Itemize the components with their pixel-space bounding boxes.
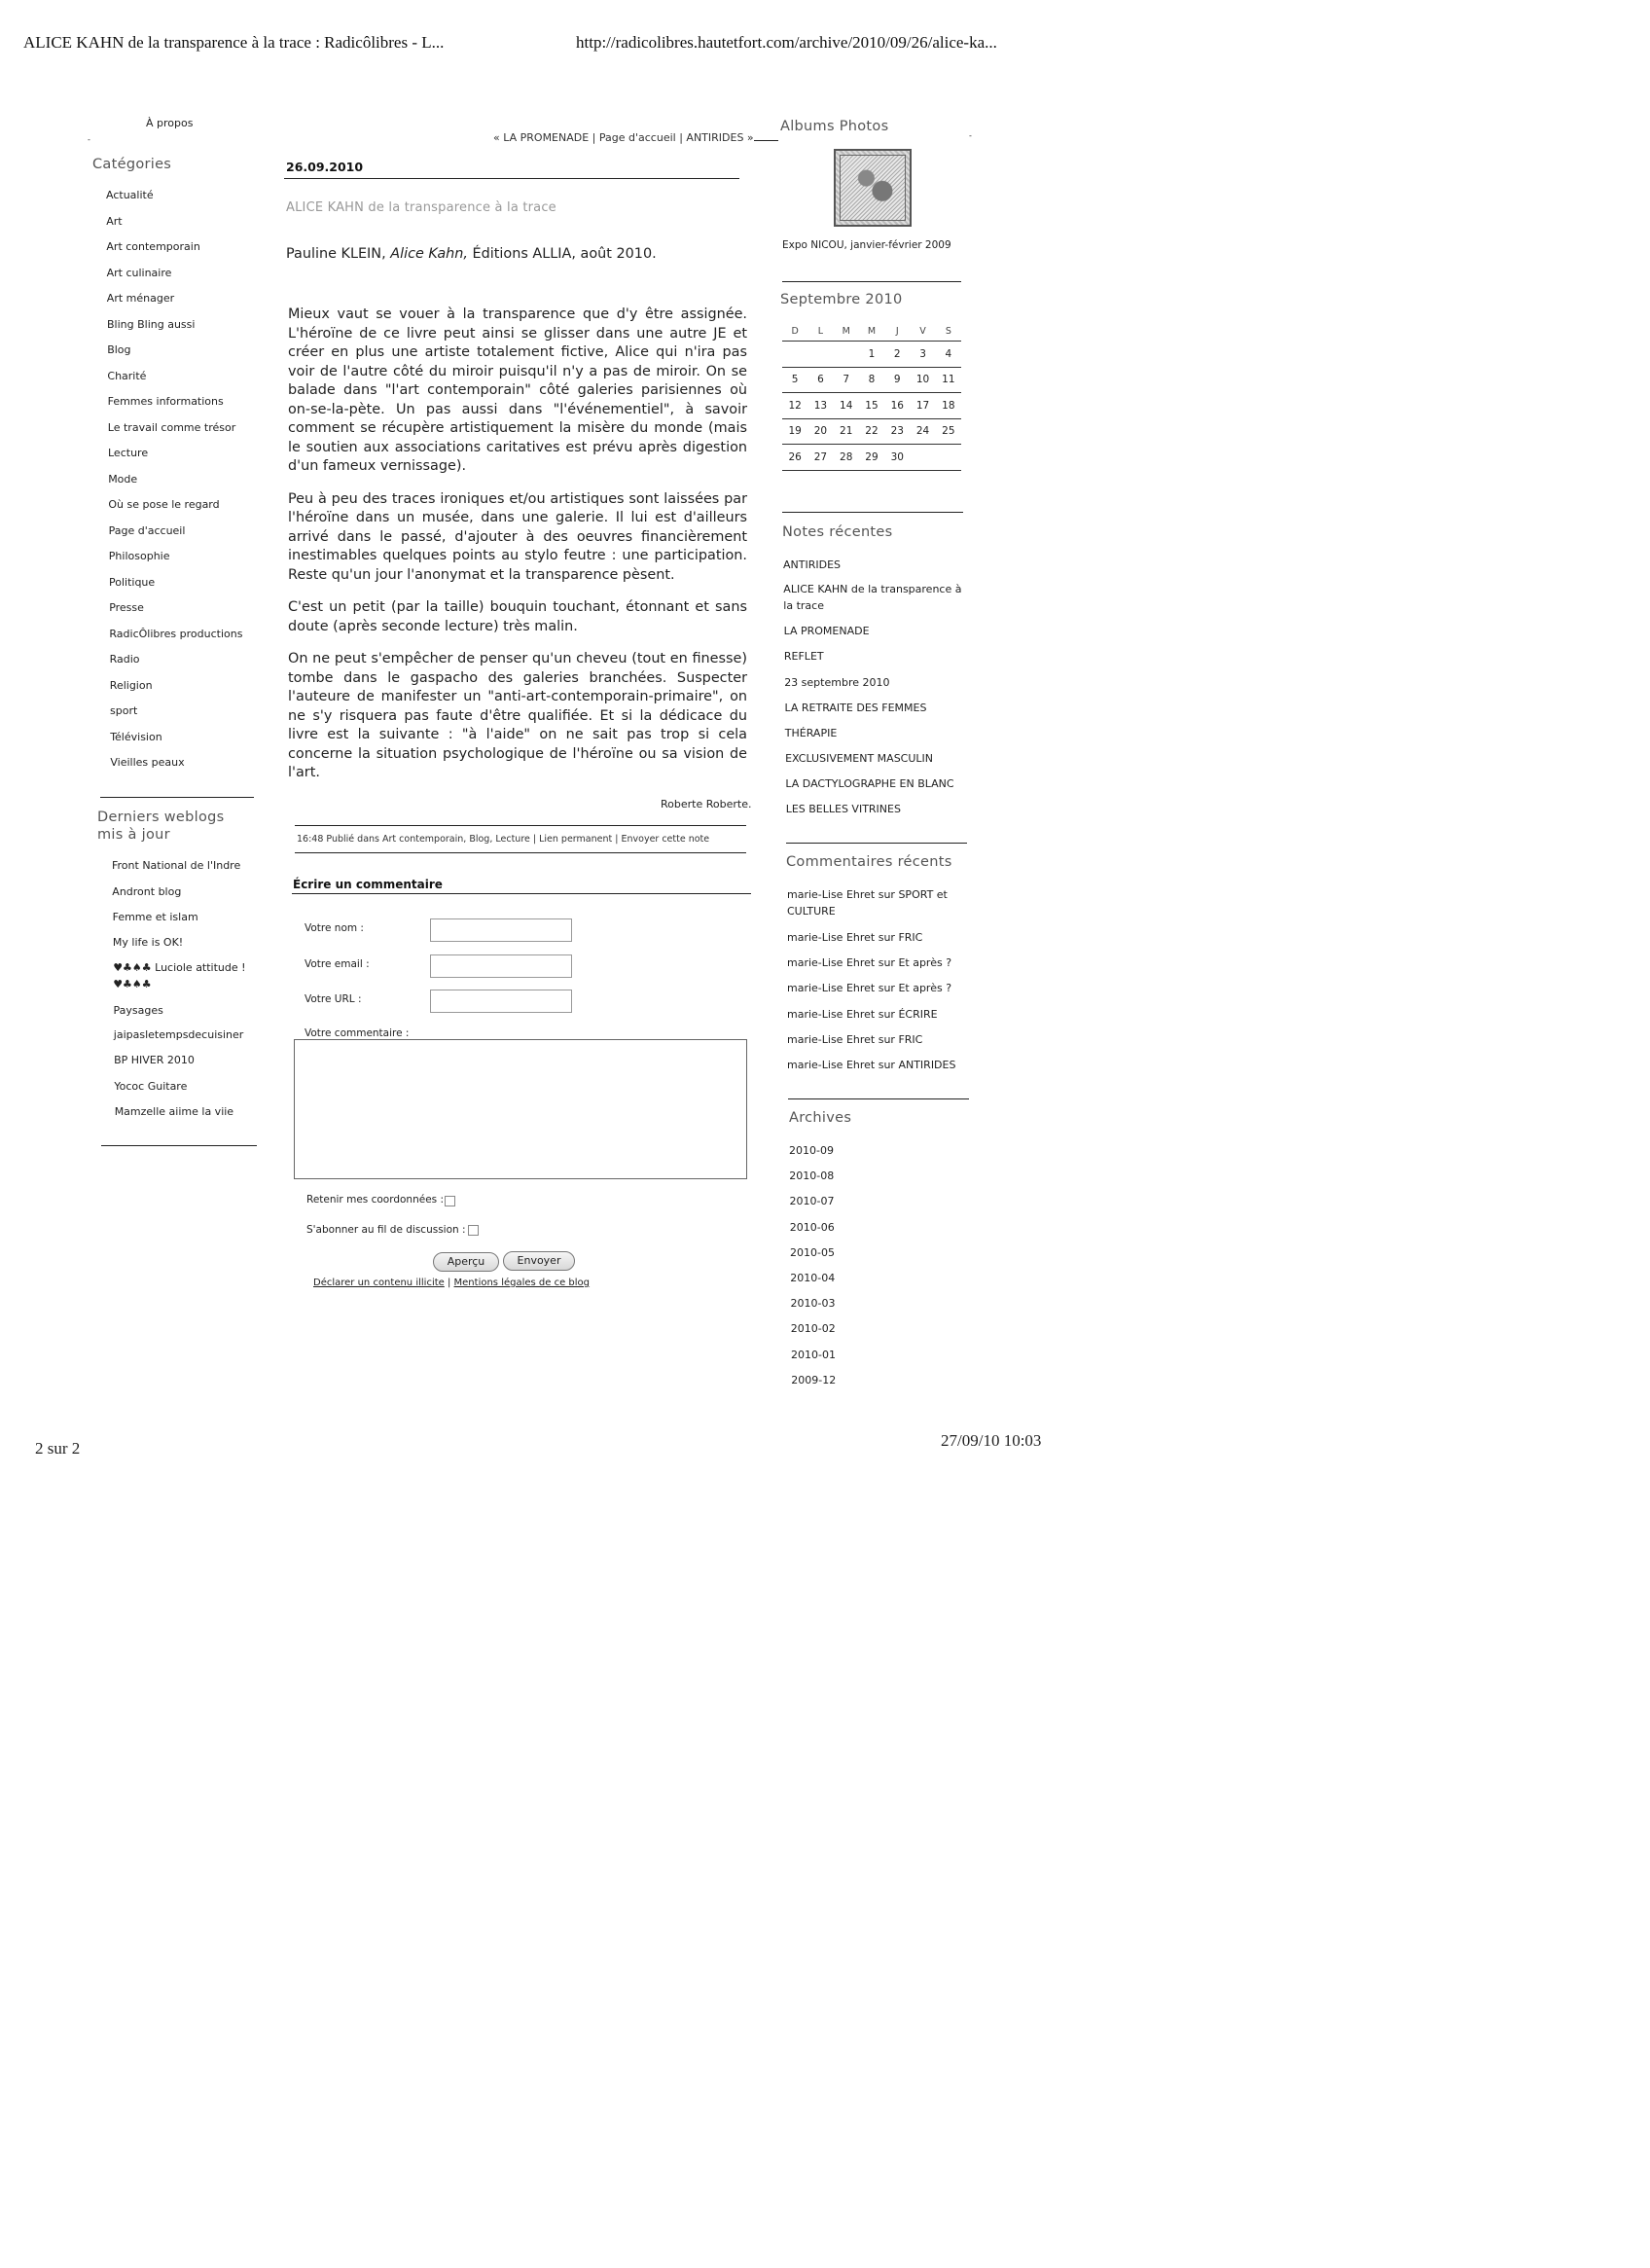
- category-link[interactable]: Page d'accueil: [108, 523, 186, 537]
- weblog-link[interactable]: ♥♣♠♣ Luciole attitude ! ♥♣♠♣: [113, 961, 246, 990]
- category-link[interactable]: Mode: [108, 472, 138, 486]
- category-link[interactable]: Charité: [107, 369, 147, 382]
- calendar-weekday: D: [782, 321, 807, 342]
- divider: [295, 852, 746, 853]
- bullet-mark: -: [88, 135, 90, 144]
- nav-home-link[interactable]: Page d'accueil: [598, 131, 676, 144]
- divider: [292, 893, 751, 894]
- calendar-weekday: M: [859, 321, 884, 342]
- weblog-link[interactable]: My life is OK!: [112, 936, 184, 949]
- post-signature: Roberte Roberte.: [661, 798, 752, 810]
- calendar-day[interactable]: 3: [910, 342, 935, 368]
- weblog-link[interactable]: Mamzelle aiime la viie: [114, 1105, 234, 1118]
- category-link[interactable]: Philosophie: [108, 550, 170, 562]
- category-link[interactable]: Art contemporain: [106, 240, 200, 253]
- calendar-day[interactable]: 20: [807, 418, 833, 445]
- category-link[interactable]: Bling Bling aussi: [107, 317, 196, 331]
- divider: [295, 825, 746, 826]
- calendar-day[interactable]: 13: [807, 393, 833, 419]
- calendar-weekday: J: [884, 321, 910, 342]
- archives-title: Archives: [789, 1110, 852, 1126]
- archive-link[interactable]: 2010-06: [789, 1220, 835, 1234]
- calendar-day: [910, 445, 935, 471]
- legal-links: Déclarer un contenu illicite | Mentions légales de ce blog: [313, 1278, 591, 1288]
- nav-prev-link[interactable]: LA PROMENADE: [503, 131, 590, 144]
- remember-label: Retenir mes coordonnées :: [306, 1194, 445, 1206]
- print-page-url: http://radicolibres.hautetfort.com/archive/2010/09/26/alice-ka...: [576, 33, 997, 52]
- calendar-day[interactable]: 2: [884, 342, 910, 368]
- calendar-day: [782, 342, 807, 368]
- weblog-link[interactable]: Paysages: [113, 1004, 163, 1017]
- weblog-link[interactable]: Andront blog: [112, 885, 182, 898]
- category-link[interactable]: Art culinaire: [106, 266, 172, 279]
- calendar-day[interactable]: 14: [834, 393, 859, 419]
- print-datetime: 27/09/10 10:03: [941, 1431, 1042, 1450]
- recent-note-link[interactable]: THÉRAPIE: [784, 727, 838, 739]
- calendar-day[interactable]: 29: [859, 445, 884, 471]
- weblog-link[interactable]: Femme et islam: [112, 911, 198, 923]
- divider: [284, 178, 739, 179]
- divider: [754, 140, 778, 141]
- album-caption[interactable]: Expo NICOU, janvier-février 2009: [782, 239, 951, 251]
- name-label: Votre nom :: [305, 922, 364, 934]
- weblog-link[interactable]: Front National de l'Indre: [112, 859, 241, 872]
- album-thumbnail[interactable]: [834, 149, 912, 227]
- calendar-day[interactable]: 21: [834, 418, 859, 445]
- recent-note-link[interactable]: EXCLUSIVEMENT MASCULIN: [785, 752, 934, 765]
- nav-next-link[interactable]: ANTIRIDES: [686, 131, 744, 144]
- category-link[interactable]: Religion: [109, 678, 153, 692]
- archive-link[interactable]: 2010-04: [790, 1272, 836, 1284]
- calendar-day[interactable]: 30: [884, 445, 910, 471]
- recent-note-link[interactable]: REFLET: [783, 650, 824, 663]
- subscribe-label: S'abonner au fil de discussion :: [306, 1224, 466, 1236]
- about-link[interactable]: À propos: [146, 117, 194, 129]
- calendar-day[interactable]: 11: [936, 367, 961, 393]
- print-page-number: 2 sur 2: [35, 1439, 81, 1458]
- archive-link[interactable]: 2010-07: [789, 1195, 835, 1208]
- divider: [100, 797, 254, 798]
- category-link[interactable]: Actualité: [106, 189, 154, 201]
- calendar-day[interactable]: 12: [782, 393, 807, 419]
- category-link[interactable]: Presse: [109, 601, 144, 614]
- email-label: Votre email :: [305, 958, 370, 970]
- calendar-day[interactable]: 27: [807, 445, 833, 471]
- archive-link[interactable]: 2010-05: [790, 1245, 835, 1259]
- archive-link[interactable]: 2010-08: [789, 1170, 835, 1183]
- email-field[interactable]: [430, 954, 572, 978]
- calendar-day[interactable]: 15: [859, 393, 884, 419]
- subscribe-checkbox[interactable]: [468, 1225, 479, 1236]
- weblog-link[interactable]: BP HIVER 2010: [114, 1054, 195, 1066]
- weblog-link[interactable]: Yococ Guitare: [114, 1080, 188, 1093]
- comment-label: Votre commentaire :: [305, 1027, 410, 1039]
- calendar-day[interactable]: 7: [834, 367, 859, 393]
- recent-comment-link[interactable]: marie-Lise Ehret sur ÉCRIRE: [787, 1008, 938, 1021]
- comment-textarea[interactable]: [294, 1039, 747, 1179]
- weblogs-title: Derniers weblogs mis à jour: [97, 810, 225, 843]
- post-paragraph: C'est un petit (par la taille) bouquin touchant, étonnant et sans doute (après seconde lecture) très malin.: [288, 599, 747, 634]
- recent-notes-title: Notes récentes: [782, 524, 893, 540]
- calendar-day[interactable]: 19: [782, 418, 807, 445]
- permalink-link[interactable]: Lien permanent: [539, 834, 613, 845]
- calendar-day[interactable]: 28: [834, 445, 859, 471]
- recent-comment-link[interactable]: marie-Lise Ehret sur FRIC: [787, 931, 923, 944]
- calendar-weekday: L: [807, 321, 833, 342]
- meta-cat-link[interactable]: Lecture: [495, 834, 530, 845]
- calendar-day: [834, 342, 859, 368]
- calendar-title: Septembre 2010: [780, 292, 903, 307]
- recent-note-link[interactable]: LA PROMENADE: [783, 625, 870, 637]
- category-link[interactable]: Blog: [107, 343, 131, 356]
- weblog-link[interactable]: jaipasletempsdecuisiner: [113, 1028, 244, 1041]
- recent-note-link[interactable]: LES BELLES VITRINES: [785, 803, 901, 815]
- calendar-day[interactable]: 9: [884, 367, 910, 393]
- calendar-day[interactable]: 25: [936, 418, 961, 445]
- divider: [786, 843, 967, 844]
- print-page-title: ALICE KAHN de la transparence à la trace : Radicôlibres - L...: [23, 33, 445, 52]
- post-date: 26.09.2010: [286, 160, 364, 174]
- calendar-day[interactable]: 24: [910, 418, 935, 445]
- calendar-day[interactable]: 16: [884, 393, 910, 419]
- category-link[interactable]: Où se pose le regard: [108, 498, 220, 511]
- divider: [782, 512, 963, 513]
- calendar-day: [807, 342, 833, 368]
- category-link[interactable]: Le travail comme trésor: [107, 420, 236, 434]
- url-field[interactable]: [430, 990, 572, 1013]
- divider: [782, 281, 961, 282]
- category-link[interactable]: Art: [106, 214, 123, 228]
- calendar-weekday: S: [936, 321, 961, 342]
- calendar-weekday: M: [834, 321, 859, 342]
- book-reference: Pauline KLEIN, Alice Kahn, Éditions ALLIA, août 2010.: [286, 246, 657, 262]
- archive-link[interactable]: 2010-01: [791, 1348, 836, 1361]
- meta-cat-link[interactable]: Art contemporain: [382, 834, 464, 845]
- legal-notice-link[interactable]: Mentions légales de ce blog: [453, 1278, 591, 1288]
- category-link[interactable]: Art ménager: [106, 292, 175, 305]
- archive-link[interactable]: 2010-09: [789, 1144, 834, 1157]
- comment-form-title: Écrire un commentaire: [293, 878, 443, 891]
- post-title[interactable]: ALICE KAHN de la transparence à la trace: [286, 200, 556, 215]
- category-link[interactable]: Télévision: [110, 730, 162, 743]
- recent-comment-link[interactable]: marie-Lise Ehret sur ANTIRIDES: [787, 1059, 956, 1071]
- recent-comment-link[interactable]: marie-Lise Ehret sur FRIC: [787, 1033, 923, 1046]
- recent-note-link[interactable]: 23 septembre 2010: [784, 676, 890, 689]
- category-link[interactable]: Lecture: [108, 447, 149, 459]
- meta-cat-link[interactable]: Blog: [469, 834, 490, 845]
- calendar-day[interactable]: 6: [807, 367, 833, 393]
- categories-title: Catégories: [92, 157, 172, 172]
- send-button[interactable]: Envoyer: [503, 1251, 575, 1271]
- calendar-weekday: V: [910, 321, 935, 342]
- post-navigation: « LA PROMENADE | Page d'accueil | ANTIRIDES »: [493, 131, 754, 144]
- calendar-day[interactable]: 23: [884, 418, 910, 445]
- recent-note-link[interactable]: LA RETRAITE DES FEMMES: [784, 702, 927, 714]
- calendar-day: [936, 445, 961, 471]
- calendar-day[interactable]: 5: [782, 367, 807, 393]
- calendar-day[interactable]: 22: [859, 418, 884, 445]
- archive-link[interactable]: 2010-02: [790, 1322, 836, 1336]
- post-paragraph: On ne peut s'empêcher de penser qu'un cheveu (tout en finesse) tombe dans le gaspacho des galeries branchées. Suspecter l'auteure de manifester un "anti-art-contemporain-primaire", on ne s'y risquera pas faute d'être qualifiée. Et si la dédicace du livre est la suivante : "à l'aide" on ne sait pas trop si cela concerne la situation psychologique de l'héroïne ou sa vision de l'art.: [288, 651, 747, 780]
- post-paragraph: Mieux vaut se vouer à la transparence que d'y être assignée. L'héroïne de ce livre peut ainsi se glisser dans une autre JE et créer en plus une artiste totalement fictive, Alice qui n'ira pas voir de l'autre côté du miroir puisqu'il n'y a pas de miroir. On se balade dans "l'art contemporain" côté galeries parisiennes où on-se-la-pète. Un pas aussi dans "l'événementiel", à savoir comment se récupère artistiquement la misère du monde (mais le soutien aux associations caritatives est prévu après digestion d'un fameux vernissage).: [288, 306, 747, 474]
- recent-note-link[interactable]: ALICE KAHN de la transparence à la trace: [783, 583, 962, 612]
- divider: [101, 1145, 257, 1146]
- calendar: [782, 321, 961, 471]
- calendar-day[interactable]: 10: [910, 367, 935, 393]
- recent-note-link[interactable]: ANTIRIDES: [783, 558, 842, 571]
- archive-link[interactable]: 2009-12: [791, 1373, 837, 1386]
- recent-note-link[interactable]: LA DACTYLOGRAPHE EN BLANC: [785, 777, 954, 790]
- report-content-link[interactable]: Déclarer un contenu illicite: [313, 1278, 445, 1288]
- bullet-mark: -: [969, 131, 972, 140]
- remember-checkbox[interactable]: [445, 1196, 455, 1206]
- post-paragraph: Peu à peu des traces ironiques et/ou artistiques sont laissées par l'héroïne dans un musée, dans une galerie. Il lui est d'ailleurs arrivé dans le passé, d'ajouter à des oeuvres financièrement inestimables quelques points au stylo feutre : une participation. Reste qu'un jour l'anonymat et la transparence pèsent.: [288, 490, 747, 583]
- send-note-link[interactable]: Envoyer cette note: [621, 834, 710, 845]
- category-link[interactable]: Politique: [109, 575, 156, 589]
- category-link[interactable]: Radio: [109, 653, 140, 666]
- url-label: Votre URL :: [305, 993, 362, 1005]
- calendar-day[interactable]: 26: [782, 445, 807, 471]
- recent-comment-link[interactable]: marie-Lise Ehret sur SPORT et CULTURE: [787, 888, 948, 918]
- calendar-day[interactable]: 8: [859, 367, 884, 393]
- category-link[interactable]: RadicÔlibres productions: [109, 627, 243, 640]
- category-link[interactable]: sport: [110, 704, 138, 717]
- category-link[interactable]: Femmes informations: [107, 395, 224, 408]
- post-body: [288, 306, 747, 797]
- divider: [788, 1098, 969, 1099]
- recent-comments-title: Commentaires récents: [786, 854, 952, 870]
- archive-link[interactable]: 2010-03: [790, 1297, 836, 1311]
- calendar-day[interactable]: 18: [936, 393, 961, 419]
- calendar-day[interactable]: 4: [936, 342, 961, 368]
- recent-comment-link[interactable]: marie-Lise Ehret sur Et après ?: [787, 982, 952, 994]
- recent-comment-link[interactable]: marie-Lise Ehret sur Et après ?: [787, 956, 952, 969]
- calendar-day[interactable]: 1: [859, 342, 884, 368]
- name-field[interactable]: [430, 918, 572, 942]
- calendar-day[interactable]: 17: [910, 393, 935, 419]
- category-link[interactable]: Vieilles peaux: [110, 756, 185, 769]
- post-meta: 16:48 Publié dans Art contemporain, Blog, Lecture | Lien permanent | Envoyer cette note: [297, 834, 710, 845]
- preview-button[interactable]: Aperçu: [433, 1252, 499, 1272]
- albums-title: Albums Photos: [780, 119, 889, 134]
- book-title: Alice Kahn,: [390, 246, 468, 262]
